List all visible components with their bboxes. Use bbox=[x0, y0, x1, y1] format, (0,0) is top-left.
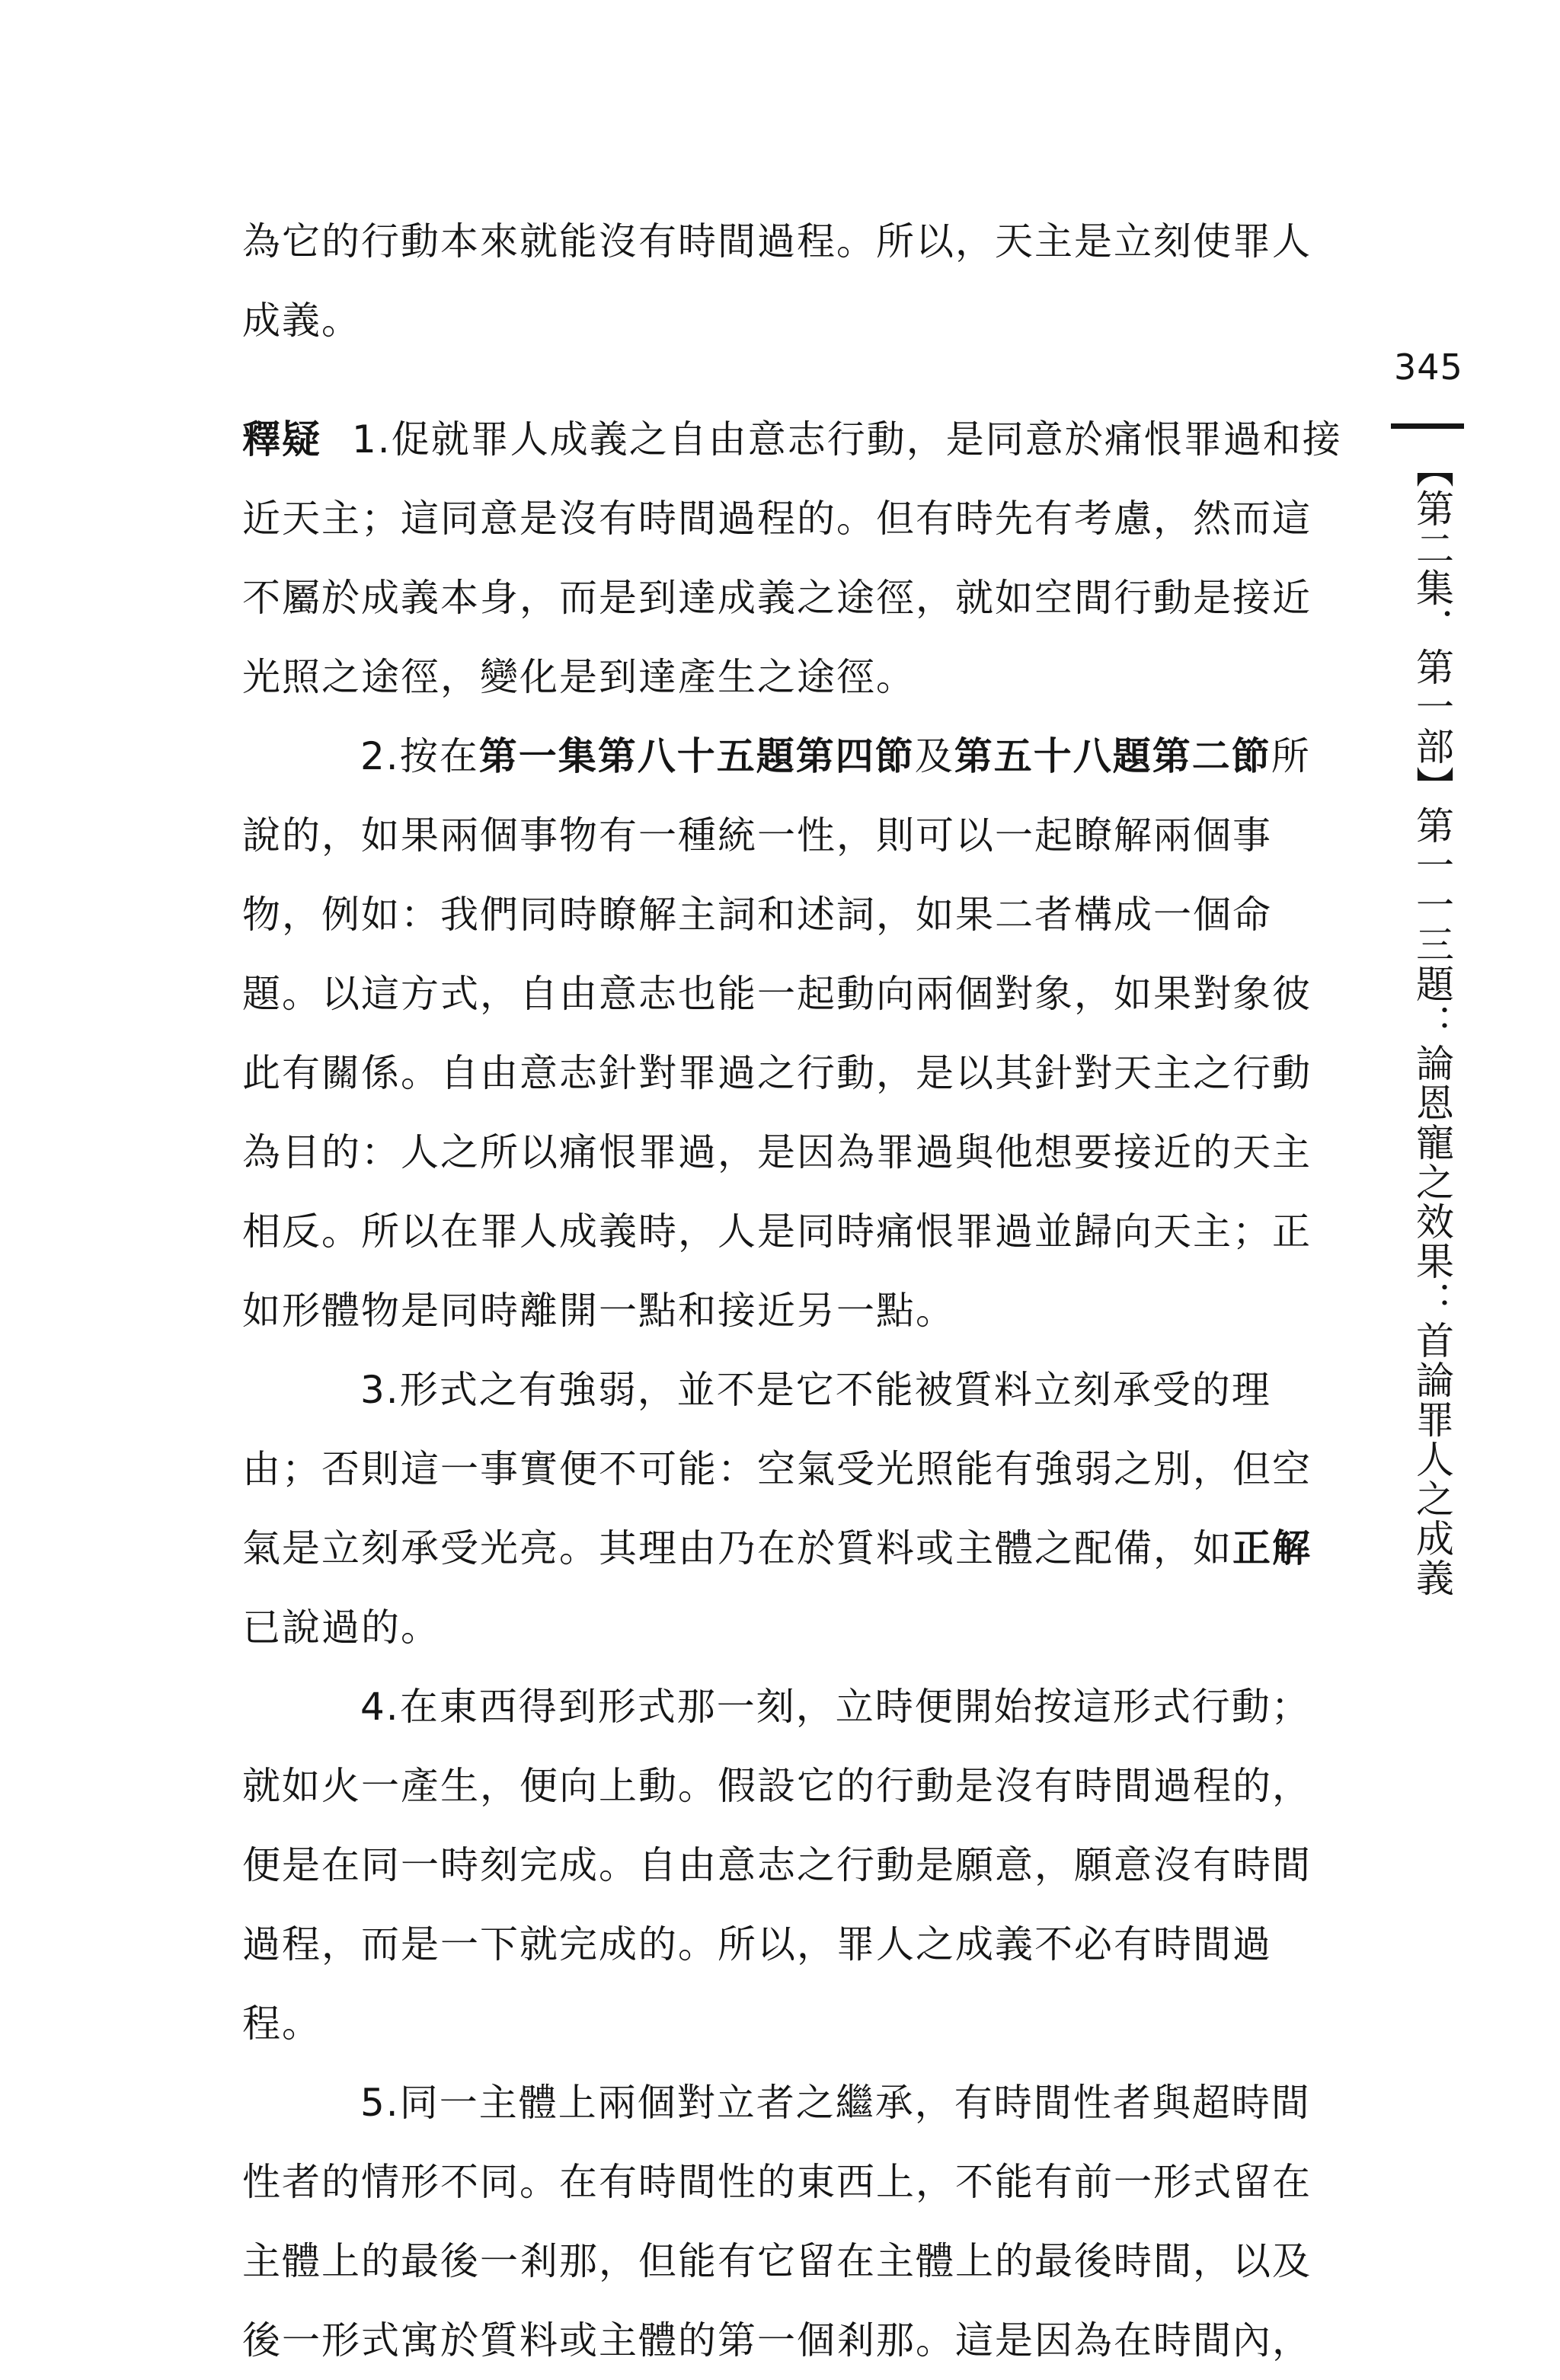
intro-paragraph bbox=[242, 202, 1342, 360]
reply-paragraph-1 bbox=[242, 400, 1342, 717]
reply-paragraph-1-text: 1.促就罪人成義之自由意志行動，是同意於痛恨罪過和接近天主；這同意是沒有時間過程的。但有時先有考慮，然而這不屬於成義本身，而是到達成義之途徑，就如空間行動是接近光照之途徑，變化是到達產生之途徑。 bbox=[242, 417, 1342, 699]
reply-paragraph-5 bbox=[242, 2063, 1342, 2380]
reply-paragraph-2 bbox=[242, 717, 1342, 1350]
reply-heading: 釋疑 bbox=[242, 417, 321, 462]
reply-paragraph-2-text-e: 所說的，如果兩個事物有一種統一性，則可以一起瞭解兩個事物，例如：我們同時瞭解主詞和述詞，如果二者構成一個命題。以這方式，自由意志也能一起動向兩個對象，如果對象彼此有關係。自由意志針對罪過之行動，是以其針對天主之行動為目的：人之所以痛恨罪過，是因為罪過與他想要接近的天主相反。所以在罪人成義時，人是同時痛恨罪過並歸向天主；正如形體物是同時離開一點和接近另一點。 bbox=[242, 734, 1312, 1333]
citation-part1-q85-a4: 第一集第八十五題第四節 bbox=[478, 734, 915, 778]
reply-paragraph-4-text: 4.在東西得到形式那一刻，立時便開始按這形式行動；就如火一產生，便向上動。假設它的行動是沒有時間過程的，便是在同一時刻完成。自由意志之行動是願意，願意沒有時間過程，而是一下就完成的。所以，罪人之成義不必有時間過程。 bbox=[242, 1685, 1312, 2046]
running-head: 【第二集．第一部】第一一三題：論恩寵之效果：首論罪人之成義 bbox=[1410, 449, 1454, 1598]
intro-text: 為它的行動本來就能沒有時間過程。所以，天主是立刻使罪人成義。 bbox=[242, 219, 1312, 343]
reply-paragraph-5-text: 5.同一主體上兩個對立者之繼承，有時間性者與超時間性者的情形不同。在有時間性的東西上，不能有前一形式留在主體上的最後一剎那，但能有它留在主體上的最後時間，以及後一形式寓於質料或主體的第一個剎那。這是因為在時間內， bbox=[242, 2081, 1312, 2362]
reply-paragraph-3-text-c: 已說過的。 bbox=[242, 1605, 440, 1650]
header-rule bbox=[1391, 423, 1464, 429]
reply-paragraph-3 bbox=[242, 1350, 1342, 1667]
reply-paragraph-2-text-a: 2.按在 bbox=[360, 734, 479, 778]
reply-section bbox=[242, 400, 1342, 2380]
citation-main-answer: 正解 bbox=[1232, 1526, 1312, 1570]
citation-q58-a2: 第五十八題第二節 bbox=[954, 734, 1271, 778]
reply-paragraph-3-text-a: 3.形式之有強弱，並不是它不能被質料立刻承受的理由；否則這一事實便不可能：空氣受光照能有強弱之別，但空氣是立刻承受光亮。其理由乃在於質料或主體之配備，如 bbox=[242, 1368, 1312, 1570]
reply-paragraph-4 bbox=[242, 1667, 1342, 2063]
reply-paragraph-2-text-c: 及 bbox=[914, 734, 954, 778]
page-number: 345 bbox=[1394, 347, 1463, 388]
